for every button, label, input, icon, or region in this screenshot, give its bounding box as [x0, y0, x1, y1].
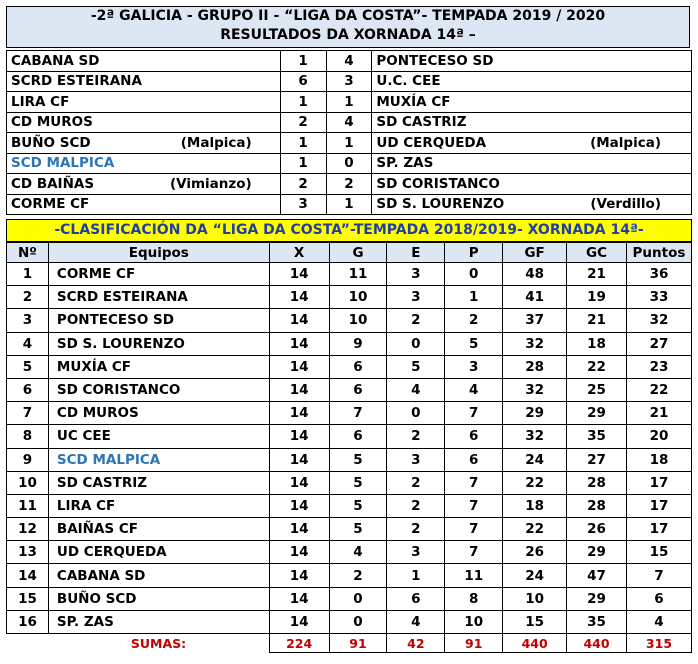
column-header: E: [387, 243, 445, 263]
drawn-cell: 2: [387, 494, 445, 517]
won-cell: 6: [329, 425, 387, 448]
goals-for-cell: 26: [503, 541, 567, 564]
standings-row: [7, 564, 692, 587]
sums-row: [7, 634, 692, 653]
standings-row: [7, 263, 692, 286]
home-team-cell: [7, 112, 281, 133]
away-team-cell: [372, 112, 692, 133]
home-team-note: (Malpica): [180, 134, 252, 151]
played-cell: 14: [269, 471, 329, 494]
position-cell: 13: [7, 541, 49, 564]
position-cell: 5: [7, 355, 49, 378]
lost-cell: 2: [445, 309, 503, 332]
away-team: UD CERQUEDA: [376, 134, 487, 151]
standings-row: [7, 425, 692, 448]
played-cell: 14: [269, 494, 329, 517]
won-cell: 5: [329, 518, 387, 541]
away-team-cell: [372, 194, 692, 215]
points-cell: 6: [626, 587, 691, 610]
result-row: [7, 92, 692, 113]
lost-cell: 6: [445, 448, 503, 471]
standings-row: [7, 286, 692, 309]
points-cell: 18: [626, 448, 691, 471]
team-name-cell: PONTECESO SD: [48, 309, 269, 332]
team-name-cell: SCRD ESTEIRANA: [48, 286, 269, 309]
away-team-cell: [372, 92, 692, 113]
goals-for-cell: 15: [503, 610, 567, 633]
won-cell: 11: [329, 263, 387, 286]
position-cell: 3: [7, 309, 49, 332]
drawn-cell: 5: [387, 355, 445, 378]
position-cell: 4: [7, 332, 49, 355]
home-team-cell: [7, 153, 281, 174]
goals-against-cell: 22: [567, 355, 627, 378]
lost-cell: 7: [445, 494, 503, 517]
standings-row: [7, 378, 692, 401]
team-name-cell: SP. ZAS: [48, 610, 269, 633]
home-goals: 2: [280, 174, 326, 195]
standings-row: [7, 541, 692, 564]
home-team: LIRA CF: [11, 93, 70, 110]
goals-against-cell: 18: [567, 332, 627, 355]
points-cell: 17: [626, 494, 691, 517]
home-goals: 1: [280, 51, 326, 72]
goals-against-cell: 27: [567, 448, 627, 471]
lost-cell: 7: [445, 402, 503, 425]
home-goals: 6: [280, 71, 326, 92]
sum-g-cell: 91: [329, 634, 387, 653]
won-cell: 4: [329, 541, 387, 564]
played-cell: 14: [269, 564, 329, 587]
points-cell: 20: [626, 425, 691, 448]
played-cell: 14: [269, 541, 329, 564]
drawn-cell: 6: [387, 587, 445, 610]
standings-row: [7, 332, 692, 355]
home-team-cell: [7, 71, 281, 92]
team-name-cell: SD CASTRIZ: [48, 471, 269, 494]
sum-gf-cell: 440: [503, 634, 567, 653]
home-team-cell: [7, 133, 281, 154]
won-cell: 9: [329, 332, 387, 355]
away-team-cell: [372, 153, 692, 174]
points-cell: 7: [626, 564, 691, 587]
home-goals: 1: [280, 153, 326, 174]
standings-header-row: [7, 243, 692, 263]
goals-against-cell: 21: [567, 309, 627, 332]
won-cell: 5: [329, 494, 387, 517]
goals-for-cell: 22: [503, 471, 567, 494]
points-cell: 17: [626, 471, 691, 494]
lost-cell: 1: [445, 286, 503, 309]
away-team-cell: [372, 133, 692, 154]
drawn-cell: 3: [387, 448, 445, 471]
home-team: CABANA SD: [11, 52, 100, 69]
away-goals: 1: [326, 92, 372, 113]
goals-for-cell: 32: [503, 425, 567, 448]
drawn-cell: 2: [387, 518, 445, 541]
won-cell: 10: [329, 309, 387, 332]
home-team-cell: [7, 194, 281, 215]
lost-cell: 3: [445, 355, 503, 378]
goals-for-cell: 18: [503, 494, 567, 517]
drawn-cell: 0: [387, 332, 445, 355]
goals-for-cell: 48: [503, 263, 567, 286]
result-row: [7, 71, 692, 92]
lost-cell: 5: [445, 332, 503, 355]
standings-row: [7, 494, 692, 517]
played-cell: 14: [269, 263, 329, 286]
points-cell: 33: [626, 286, 691, 309]
away-goals: 2: [326, 174, 372, 195]
lost-cell: 6: [445, 425, 503, 448]
sum-gc-cell: 440: [567, 634, 627, 653]
column-header: X: [269, 243, 329, 263]
played-cell: 14: [269, 286, 329, 309]
points-cell: 36: [626, 263, 691, 286]
away-team-cell: [372, 51, 692, 72]
position-cell: 1: [7, 263, 49, 286]
lost-cell: 7: [445, 518, 503, 541]
points-cell: 32: [626, 309, 691, 332]
title-block: [6, 6, 690, 48]
home-team-cell: [7, 174, 281, 195]
goals-against-cell: 28: [567, 494, 627, 517]
won-cell: 5: [329, 471, 387, 494]
drawn-cell: 0: [387, 402, 445, 425]
away-goals: 1: [326, 194, 372, 215]
position-cell: 9: [7, 448, 49, 471]
goals-for-cell: 22: [503, 518, 567, 541]
position-cell: 8: [7, 425, 49, 448]
sums-label: SUMAS:: [130, 635, 187, 651]
drawn-cell: 1: [387, 564, 445, 587]
away-team-cell: [372, 174, 692, 195]
played-cell: 14: [269, 610, 329, 633]
drawn-cell: 3: [387, 541, 445, 564]
away-team: SD S. LOURENZO: [376, 196, 505, 213]
points-cell: 23: [626, 355, 691, 378]
points-cell: 21: [626, 402, 691, 425]
away-team: SD CORISTANCO: [376, 175, 500, 192]
home-team: SCD MALPICA: [11, 155, 115, 172]
column-header: GF: [503, 243, 567, 263]
lost-cell: 10: [445, 610, 503, 633]
drawn-cell: 4: [387, 610, 445, 633]
home-team: BUÑO SCD: [11, 134, 91, 151]
played-cell: 14: [269, 587, 329, 610]
away-goals: 1: [326, 133, 372, 154]
position-cell: 14: [7, 564, 49, 587]
goals-for-cell: 24: [503, 564, 567, 587]
goals-for-cell: 37: [503, 309, 567, 332]
position-cell: 16: [7, 610, 49, 633]
team-name-cell: SD S. LOURENZO: [48, 332, 269, 355]
points-cell: 17: [626, 518, 691, 541]
position-cell: 6: [7, 378, 49, 401]
won-cell: 6: [329, 378, 387, 401]
won-cell: 10: [329, 286, 387, 309]
sum-e-cell: 42: [387, 634, 445, 653]
sums-spacer: [7, 634, 49, 653]
goals-for-cell: 10: [503, 587, 567, 610]
lost-cell: 4: [445, 378, 503, 401]
column-header: P: [445, 243, 503, 263]
drawn-cell: 2: [387, 309, 445, 332]
team-name-cell: BUÑO SCD: [48, 587, 269, 610]
column-header: G: [329, 243, 387, 263]
away-team-note: (Verdillo): [590, 196, 661, 213]
column-header: Puntos: [626, 243, 691, 263]
won-cell: 0: [329, 610, 387, 633]
goals-against-cell: 35: [567, 425, 627, 448]
title-line-2: RESULTADOS DA XORNADA 14ª –: [220, 27, 476, 43]
goals-against-cell: 25: [567, 378, 627, 401]
home-goals: 1: [280, 133, 326, 154]
away-goals: 0: [326, 153, 372, 174]
team-name-cell: UC CEE: [48, 425, 269, 448]
result-row: [7, 174, 692, 195]
lost-cell: 0: [445, 263, 503, 286]
goals-against-cell: 26: [567, 518, 627, 541]
won-cell: 7: [329, 402, 387, 425]
home-team: SCRD ESTEIRANA: [11, 73, 142, 90]
away-goals: 3: [326, 71, 372, 92]
standings-row: [7, 610, 692, 633]
sum-pts-cell: 315: [626, 634, 691, 653]
away-team: SD CASTRIZ: [376, 114, 467, 131]
result-row: [7, 133, 692, 154]
drawn-cell: 3: [387, 263, 445, 286]
team-name-cell: SCD MALPICA: [48, 448, 269, 471]
position-cell: 12: [7, 518, 49, 541]
away-goals: 4: [326, 112, 372, 133]
team-name-cell: LIRA CF: [48, 494, 269, 517]
goals-against-cell: 29: [567, 541, 627, 564]
team-name-cell: SD CORISTANCO: [48, 378, 269, 401]
home-team: CORME CF: [11, 196, 90, 213]
column-header: Nº: [7, 243, 49, 263]
goals-for-cell: 32: [503, 378, 567, 401]
home-team-note: (Vimianzo): [169, 175, 252, 192]
home-goals: 1: [280, 92, 326, 113]
team-name-cell: CABANA SD: [48, 564, 269, 587]
goals-for-cell: 29: [503, 402, 567, 425]
team-name-cell: CD MUROS: [48, 402, 269, 425]
goals-against-cell: 19: [567, 286, 627, 309]
away-team: SP. ZAS: [376, 155, 434, 172]
points-cell: 27: [626, 332, 691, 355]
drawn-cell: 4: [387, 378, 445, 401]
standings-row: [7, 587, 692, 610]
result-row: [7, 194, 692, 215]
points-cell: 22: [626, 378, 691, 401]
standings-row: [7, 471, 692, 494]
goals-against-cell: 21: [567, 263, 627, 286]
away-team: PONTECESO SD: [376, 52, 494, 69]
lost-cell: 7: [445, 471, 503, 494]
played-cell: 14: [269, 402, 329, 425]
team-name-cell: BAIÑAS CF: [48, 518, 269, 541]
goals-for-cell: 32: [503, 332, 567, 355]
goals-against-cell: 35: [567, 610, 627, 633]
standings-row: [7, 518, 692, 541]
away-goals: 4: [326, 51, 372, 72]
goals-against-cell: 29: [567, 402, 627, 425]
standings-row: [7, 309, 692, 332]
goals-against-cell: 47: [567, 564, 627, 587]
played-cell: 14: [269, 355, 329, 378]
lost-cell: 11: [445, 564, 503, 587]
points-cell: 4: [626, 610, 691, 633]
position-cell: 10: [7, 471, 49, 494]
home-team: CD BAIÑAS: [11, 175, 95, 192]
classification-banner: -CLASIFICACIÓN DA “LIGA DA COSTA”-TEMPADA 2018/2019- XORNADA 14ª-: [6, 219, 692, 242]
title-line-1: -2ª GALICIA - GRUPO II - “LIGA DA COSTA”- TEMPADA 2019 / 2020: [90, 8, 606, 24]
result-row: [7, 51, 692, 72]
away-team: MUXÍA CF: [376, 93, 451, 110]
away-team: U.C. CEE: [376, 73, 441, 90]
home-team-cell: [7, 51, 281, 72]
drawn-cell: 2: [387, 471, 445, 494]
drawn-cell: 3: [387, 286, 445, 309]
home-team: CD MUROS: [11, 114, 93, 131]
lost-cell: 8: [445, 587, 503, 610]
goals-for-cell: 24: [503, 448, 567, 471]
drawn-cell: 2: [387, 425, 445, 448]
lost-cell: 7: [445, 541, 503, 564]
result-row: [7, 112, 692, 133]
team-name-cell: UD CERQUEDA: [48, 541, 269, 564]
won-cell: 6: [329, 355, 387, 378]
won-cell: 2: [329, 564, 387, 587]
standings-row: [7, 402, 692, 425]
goals-against-cell: 28: [567, 471, 627, 494]
away-team-cell: [372, 71, 692, 92]
played-cell: 14: [269, 378, 329, 401]
standings-row: [7, 355, 692, 378]
sum-x-cell: 224: [269, 634, 329, 653]
position-cell: 15: [7, 587, 49, 610]
position-cell: 7: [7, 402, 49, 425]
position-cell: 11: [7, 494, 49, 517]
results-table: [6, 50, 692, 215]
goals-for-cell: 28: [503, 355, 567, 378]
home-team-cell: [7, 92, 281, 113]
standings-table: [6, 242, 692, 653]
position-cell: 2: [7, 286, 49, 309]
played-cell: 14: [269, 332, 329, 355]
home-goals: 3: [280, 194, 326, 215]
team-name-cell: CORME CF: [48, 263, 269, 286]
column-header: GC: [567, 243, 627, 263]
column-header: Equipos: [48, 243, 269, 263]
points-cell: 15: [626, 541, 691, 564]
played-cell: 14: [269, 309, 329, 332]
goals-for-cell: 41: [503, 286, 567, 309]
team-name-cell: MUXÍA CF: [48, 355, 269, 378]
away-team-note: (Malpica): [590, 134, 661, 151]
sum-p-cell: 91: [445, 634, 503, 653]
standings-row: [7, 448, 692, 471]
played-cell: 14: [269, 425, 329, 448]
played-cell: 14: [269, 518, 329, 541]
won-cell: 0: [329, 587, 387, 610]
won-cell: 5: [329, 448, 387, 471]
played-cell: 14: [269, 448, 329, 471]
result-row: [7, 153, 692, 174]
goals-against-cell: 29: [567, 587, 627, 610]
home-goals: 2: [280, 112, 326, 133]
